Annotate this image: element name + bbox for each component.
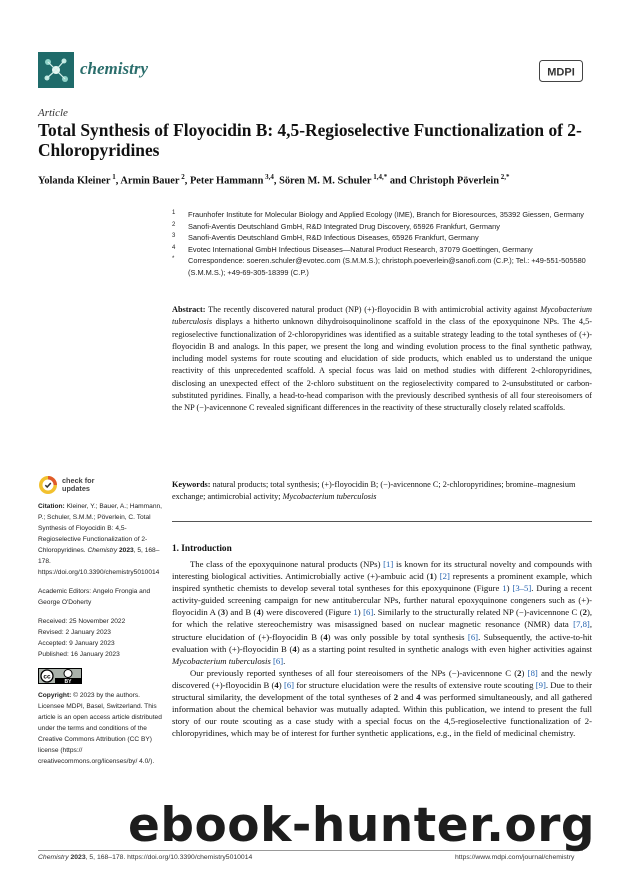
affiliation-text: Sanofi-Aventis Deutschland GmbH, R&D Infectious Diseases, 65926 Frankfurt, Germany [188,233,479,242]
citation-link[interactable]: 1 [502,583,507,594]
affiliation-text: Sanofi-Aventis Deutschland GmbH, R&D Integrated Drug Discovery, 65926 Frankfurt, Germany [188,221,500,231]
author-affiliation-mark: 1 [110,173,116,181]
date-revised: Revised: 2 January 2023 [38,629,111,636]
academic-editors: Academic Editors: Angelo Frongia and George O'Doherty [38,588,151,606]
paragraph-text: represents a prominent example, which inspired synthetic chemists to develop several total syntheses for this epoxyquinone (Figure [172,571,592,594]
affiliation-item [172,221,592,233]
publisher-logo [539,60,583,82]
paragraph-text: 4 [256,607,261,618]
author-list [38,173,598,186]
paragraph-text: 4 [416,692,421,703]
check-updates-line-2: updates [62,484,90,493]
paragraph-text: ) was only possible by total synthesis [327,631,468,642]
citation-volume: , 5, [133,547,145,554]
publisher-name: MDPI [547,66,575,79]
author-separator: , [115,175,121,187]
watermark: ebook-hunter.org [128,798,596,853]
abstract-text-1: The recently discovered natural product (NP) (+)-floyocidin B with antimicrobial activity against [205,305,541,314]
author-name: Sören M. M. Schuler [279,175,372,187]
affiliation-mark: 3 [172,233,176,239]
affiliation-text: Evotec International GmbH Infectious Diseases—Natural Product Research, 37079 Goettingen, Germany [188,244,533,254]
paragraph-text: . Similarly to the structurally related NP (−)-avicennone C ( [373,607,583,618]
paragraph-text: . Due to their structural similarity, the development of the total syntheses of [172,679,592,703]
section-divider [172,521,592,522]
journal-name: chemistry [80,59,148,78]
author-separator: , [273,175,280,187]
affiliation-item [172,244,592,256]
citation-link[interactable]: [6] [363,607,374,618]
citation-link[interactable]: [6] [273,655,284,666]
check-for-updates-button[interactable] [38,475,163,495]
author-name: Christoph Pöverlein [409,175,499,187]
citation [38,501,163,578]
paragraph-text: ) [506,583,513,594]
footer-journal-link[interactable]: https://www.mdpi.com/journal/chemistry [455,854,575,861]
check-updates-icon [38,475,58,495]
journal-logo-icon [38,52,74,88]
abstract [172,304,592,414]
intro-paragraph-1 [172,558,592,667]
author-affiliation-mark: 2,* [498,173,510,181]
citation-link[interactable]: [6] [283,679,295,690]
citation-label: Citation: [38,503,65,510]
footer-citation [38,854,252,861]
affiliation-mark: * [172,256,175,262]
paragraph-text: was performed simultaneously, and all gathered information about the chemical behavior was mutually adapted. Within this publication, we intend to present the full story of our route scouting as a case study with a special focus on the 4,5-regioselective functionalization of 2-chloropyridines, which may be of interest for further synthetic applications, e.g., in the field of medicinal chemistry. [172,692,592,739]
footer-journal: Chemistry [38,854,69,861]
affiliation-mark: 2 [172,221,176,228]
date-accepted: Accepted: 9 January 2023 [38,640,115,647]
paragraph-text: ), for which the relative stereochemistry was misassigned based on nuclear magnetic resonance (NMR) data [172,607,593,630]
citation-link[interactable]: 1 [353,607,358,618]
citation-link[interactable]: [9] [535,679,546,690]
paragraph-text: ) [357,607,364,618]
paragraph-text: 1 [429,571,434,582]
footer-year: 2023 [70,854,86,861]
paragraph-text: is known for its structural novelty and compounds with interesting biological activities. Antimicrobially active (+)-ambuic acid ( [172,559,592,582]
affiliation-mark: 1 [172,210,176,216]
author-affiliation-mark: 3,4 [263,173,274,181]
copyright-label: Copyright: [38,692,72,699]
affiliation-item [172,209,592,221]
paragraph-text: 2 [393,692,399,703]
citation-link[interactable]: [6] [467,631,479,642]
abstract-label: Abstract: [172,305,206,314]
sidebar [38,475,163,775]
author-affiliation-mark: 2 [179,173,185,181]
affiliations [172,209,592,278]
affiliation-text: Correspondence: soeren.schuler@evotec.com (S.M.M.S.); christoph.poeverlein@sanofi.com (C.P.); Tel.: +49-551-505580 (S.M.M.S.); +49-69-305-18399 (C.P.) [188,256,586,277]
citation-link[interactable]: [8] [527,667,538,678]
citation-link[interactable]: [2] [439,571,450,582]
affiliation-item [172,255,592,278]
abstract-text-2: displays a hitherto unknown dihydroisoquinolinone scaffold in the class of the epoxyquinone NPs. The 4,5-regioselective functionalization of 2-chloropyridines was identified as a suitable strategy leading to the total syntheses of (+)-floyocidin B and analogs. In this paper, we present the long and winding evolution process to the final synthetic pathway, including model systems for route scouting and elucidation of side products, which enabled us to understand the unique reactivity of this unprecedented scaffold. A special focus was laid on method studies with different 2-chloropyridines, disclosing an unexpected effect of the 2-chloro substituent on the regioselectivity compared to 2-unsubstituted or carbon-substituted pyridines. Finally, a head-to-head comparison with the previously described synthesis of all four stereoisomers of the NP (−)-avicennone C revealed significant differences in the reactivity of these structurally closely related scaffolds. [172,317,592,412]
svg-text:cc: cc [43,673,51,681]
paragraph-text: ) as a starting point resulted in synthetic analogs with even higher activities against [296,643,592,654]
author-separator: and [387,175,410,187]
paragraph-text: 4 [274,679,279,690]
paragraph-text: 2 [582,607,587,618]
citation-journal: Chemistry [87,547,118,554]
cc-by-label: BY [64,679,72,684]
keywords [172,479,592,503]
paragraph-text: 4 [323,631,328,642]
author-separator: , [184,175,190,187]
dates [38,616,163,660]
paragraph-text: . During a recent activity-guided screening campaign for new antitubercular NPs, further natural epoxyquinone congeners such as (+)-floyocidin A ( [172,583,593,618]
check-updates-line-1: check for [62,476,95,485]
paragraph-text: Mycobacterium tuberculosis [172,655,271,666]
paragraph-text: , structure elucidation of (+)-floyocidin B ( [172,619,592,642]
author-name: Peter Hammann [189,175,264,187]
affiliation-mark: 4 [172,244,176,251]
paragraph-text: ) were discovered (Figure [260,607,354,618]
paragraph-text: . [283,655,286,666]
paragraph-text: ) [433,571,440,582]
article-type: Article [38,107,68,119]
paragraph-text: ) and B ( [225,607,257,618]
paragraph-text: 4 [292,643,297,654]
introduction-body [172,558,592,739]
citation-link[interactable]: [3–5] [512,583,532,594]
section-heading: 1. Introduction [172,544,232,554]
keywords-organism: Mycobacterium tuberculosis [282,492,377,502]
paragraph-text: The class of the epoxyquinone natural products (NPs) [190,559,384,569]
intro-paragraph-2 [172,667,592,740]
footer-doi[interactable]: , 5, 168–178. https://doi.org/10.3390/chemistry5010014 [85,854,253,861]
citation-link[interactable]: [1] [383,559,394,569]
paragraph-text: for structure elucidation were the results of extensive route scouting [294,679,536,690]
author-name: Armin Bauer [120,175,180,187]
paragraph-text: ) [521,667,528,678]
paragraph-text: ) [278,679,284,690]
affiliation-text: Fraunhofer Institute for Molecular Biology and Applied Ecology (IME), Branch for Bioresources, 35392 Giessen, Germany [188,210,585,219]
paragraph-text: 2 [517,667,522,678]
abstract-organism: Mycobacterium tuberculosis [172,305,592,327]
citation-pages: 168–178. https://doi.org/10.3390/chemistry5010014 [38,547,160,576]
article-title: Total Synthesis of Floyocidin B: 4,5-Regioselective Functionalization of 2-Chloropyridines [38,120,582,160]
date-received: Received: 25 November 2022 [38,618,126,625]
paragraph-text: . Subsequently, the active-to-hit evaluation with (+)-floyocidin B ( [172,631,592,654]
paragraph-text: 3 [220,607,226,618]
keywords-text: natural products; total synthesis; (+)-floyocidin B; (−)-avicennone C; 2-chloropyridines; bromine–magnesium exchange; antimicrobial activity; [172,480,576,502]
copyright [38,690,163,767]
keywords-label: Keywords: [172,480,211,489]
citation-text: Kleiner, Y.; Bauer, A.; Hammann, P.; Schuler, S.M.M.; Pöverlein, C. Total Synthesis of Floyocidin B: 4,5-Regioselective Functionalization of 2-Chloropyridines. [38,503,163,554]
paragraph-text: Our previously reported syntheses of all four stereoisomers of the NPs (−)-avicennone C ( [190,667,518,678]
paragraph-text: and [398,692,417,703]
copyright-text: © 2023 by the authors. Licensee MDPI, Basel, Switzerland. This article is an open access article distributed under the terms and conditions of the Creative Commons Attribution (CC BY) license (https:// creativecommons.org/licenses/by/ 4.0/). [38,692,162,765]
citation-year: 2023 [119,547,134,554]
paragraph-text: and the newly discovered (+)-floyocidin B ( [172,667,592,690]
affiliation-item [172,232,592,244]
cc-by-license-icon [38,668,82,684]
author-affiliation-mark: 1,4,* [371,173,388,181]
date-published: Published: 16 January 2023 [38,651,120,658]
citation-link[interactable]: [7,8] [573,619,590,630]
author-name: Yolanda Kleiner [38,175,111,187]
